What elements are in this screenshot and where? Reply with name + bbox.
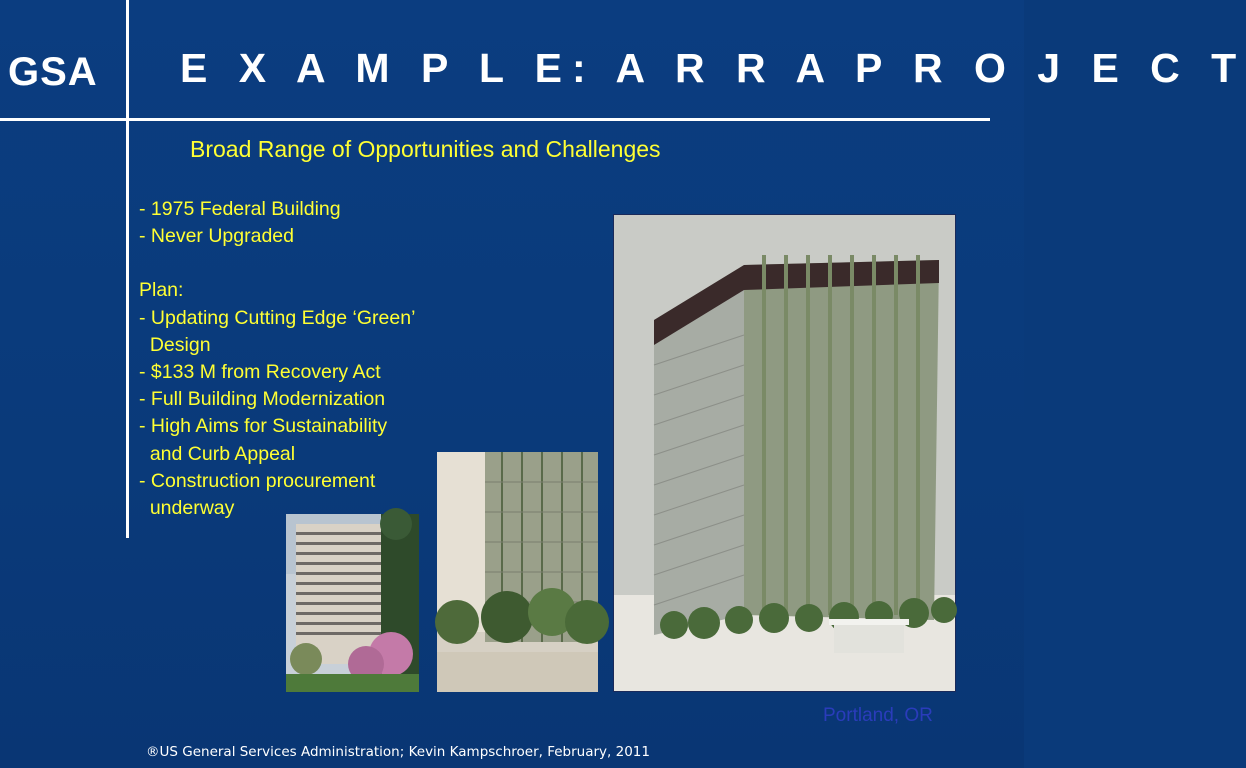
bullet-item: - Never Upgraded [139,225,294,248]
bullet-item: - 1975 Federal Building [139,198,341,220]
footer-credit: ®US General Services Administration; Kevin Kampschroer, February, 2011 [146,744,650,760]
rendering-closeup-photo [437,452,598,692]
gsa-logo [8,50,98,94]
bullet-item: - Full Building Modernization [139,388,386,411]
bullet-item: Design [139,333,211,356]
horizontal-divider [0,118,990,121]
bullet-item: - High Aims for Sustainability [139,415,388,438]
bullet-item: and Curb Appeal [139,442,296,465]
bullet-item: - $133 M from Recovery Act [139,361,381,384]
slide-title: E X A M P L E: A R R A P R O J E C T [180,45,1246,91]
building-rendering-photo [613,214,956,692]
bullet-item: Plan: [139,279,184,302]
existing-building-photo [286,514,419,692]
logo-text: GSA [8,50,98,94]
bullet-item: underway [139,497,235,520]
bullet-item: - Construction procurement [139,469,376,492]
bullet-list [139,196,459,522]
bullet-spacer [139,250,459,277]
bullet-item: - Updating Cutting Edge ‘Green’ [139,306,416,329]
slide-subtitle: Broad Range of Opportunities and Challenges [190,136,661,162]
vertical-divider [126,0,129,538]
photo-caption: Portland, OR [823,705,933,726]
